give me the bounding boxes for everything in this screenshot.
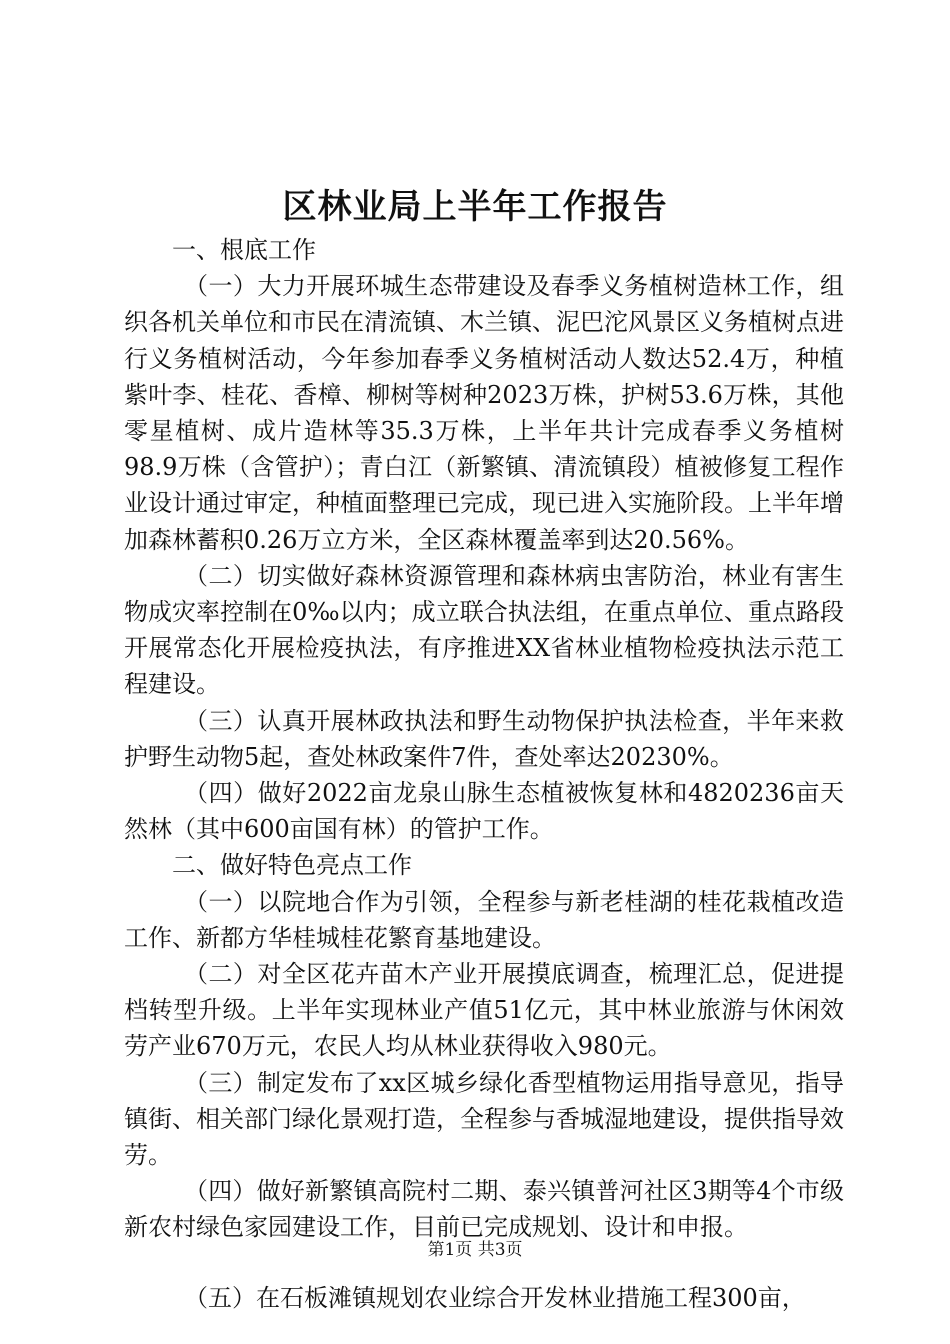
paragraph-2-5: （五）在石板滩镇规划农业综合开发林业措施工程300亩， <box>184 1283 806 1312</box>
paragraph-1-3: （三）认真开展林政执法和野生动物保护执法检查，半年来救护野生动物5起，查处林政案件7件，查处率达20230%。 <box>124 706 844 771</box>
paragraph-1-2: （二）切实做好森林资源管理和森林病虫害防治，林业有害生物成灾率控制在0‰以内；成立联合执法组，在重点单位、重点路段开展常态化开展检疫执法，有序推进XX省林业植物检疫执法示范工程建设。 <box>124 561 844 699</box>
page-footer: 第1页 共3页 <box>427 1240 523 1260</box>
paragraph-2-1: （一）以院地合作为引领，全程参与新老桂湖的桂花栽植改造工作、新都方华桂城桂花繁育基地建设。 <box>124 887 844 952</box>
section-heading-1: 一、根底工作 <box>172 236 316 264</box>
paragraph-1-4: （四）做好2022亩龙泉山脉生态植被恢复林和4820236亩天然林（其中600亩国有林）的管护工作。 <box>124 779 844 844</box>
paragraph-1-1: （一）大力开展环城生态带建设及春季义务植树造林工作，组织各机关单位和市民在清流镇、木兰镇、泥巴沱风景区义务植树点进行义务植树活动，今年参加春季义务植树活动人数达52.4万，种植紫叶李、桂花、香樟、柳树等树种2023万株，护树53.6万株，其他零星植树、成片造林等35.3万株，上半年共计完成春季义务植树98.9万株（含管护）；青白江（新繁镇、清流镇段）植被修复工程作业设计通过审定，种植面整理已完成，现已进入实施阶段。上半年增加森林蓄积0.26万立方米，全区森林覆盖率到达20.56%。 <box>124 272 844 554</box>
paragraph-2-4: （四）做好新繁镇高院村二期、泰兴镇普河社区3期等4个市级新农村绿色家园建设工作，目前已完成规划、设计和申报。 <box>124 1177 844 1242</box>
section-heading-2: 二、做好特色亮点工作 <box>172 851 412 880</box>
paragraph-2-3: （三）制定发布了xx区城乡绿化香型植物运用指导意见，指导镇街、相关部门绿化景观打造，全程参与香城湿地建设，提供指导效劳。 <box>124 1068 844 1170</box>
document-body <box>124 232 844 1316</box>
paragraph-2-2: （二）对全区花卉苗木产业开展摸底调查，梳理汇总，促进提档转型升级。上半年实现林业产值51亿元，其中林业旅游与休闲效劳产业670万元，农民人均从林业获得收入980元。 <box>124 960 844 1061</box>
page-title: 区林业局上半年工作报告 <box>282 187 668 227</box>
